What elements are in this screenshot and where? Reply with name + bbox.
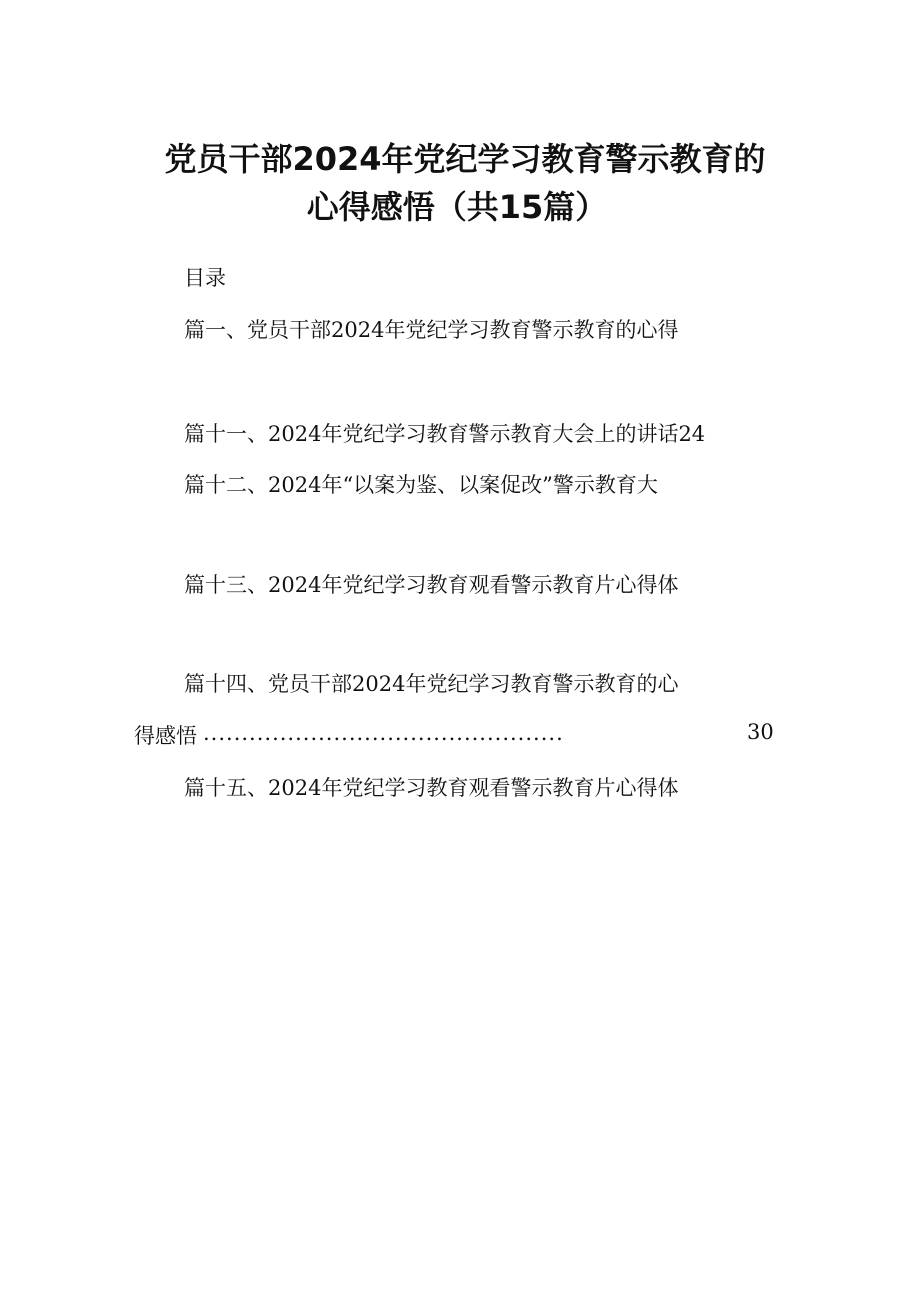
toc-item-14-line-2[interactable]: 得感悟 <box>134 724 197 748</box>
document-title-line-1: 党员干部2024年党纪学习教育警示教育的 <box>164 140 766 178</box>
toc-item-13[interactable]: 篇十三、2024年党纪学习教育观看警示教育片心得体 <box>184 573 679 597</box>
document-title-line-2: 心得感悟（共15篇） <box>306 188 608 226</box>
toc-item-14-line-1[interactable]: 篇十四、党员干部2024年党纪学习教育警示教育的心 <box>184 672 679 696</box>
toc-leader-dots: ............................................... <box>203 721 564 745</box>
toc-item-11[interactable]: 篇十一、2024年党纪学习教育警示教育大会上的讲话24 <box>184 422 706 446</box>
toc-item-12[interactable]: 篇十二、2024年“以案为鉴、以案促改”警示教育大 <box>184 473 658 497</box>
toc-heading: 目录 <box>184 266 226 290</box>
toc-item-15[interactable]: 篇十五、2024年党纪学习教育观看警示教育片心得体 <box>184 776 679 800</box>
toc-item-14-page-number: 30 <box>747 720 774 744</box>
toc-item-1[interactable]: 篇一、党员干部2024年党纪学习教育警示教育的心得 <box>184 318 679 342</box>
